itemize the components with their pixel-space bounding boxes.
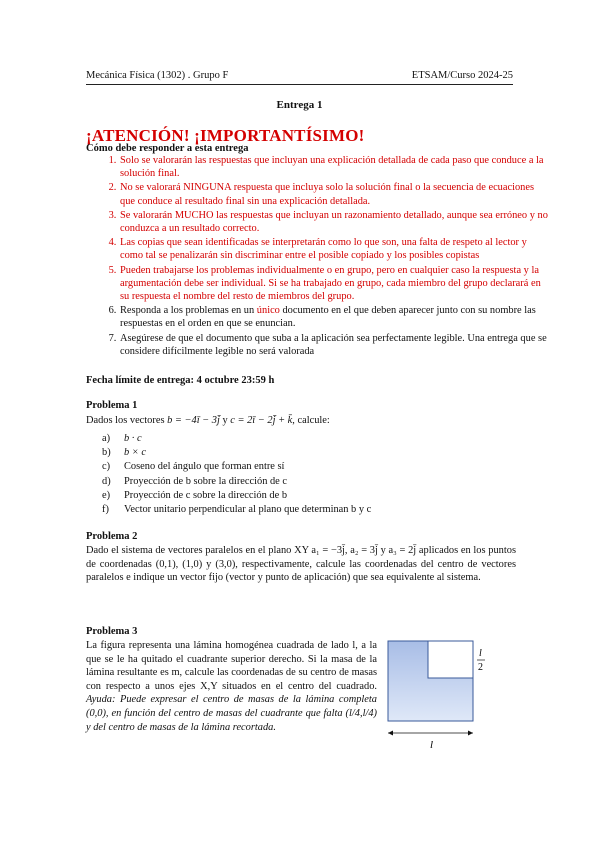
list-item: a) b · c <box>102 433 142 444</box>
header-course: Mecánica Física (1302) . Grupo F <box>86 70 229 81</box>
half-numerator: l <box>479 648 482 659</box>
problem-3-statement: La figura representa una lámina homogénea cuadrada de lado l, a la que se le ha quitado el cuadrante superior derecho. Si la masa de la lámina resultante es m, calcule las coordenadas de su centro de masas con respecto a unos ejes X,Y situados en el centro del cuadrado. Ayuda: Puede expresar el centro de masas de la lámina completa (0,0), en función del centro de masas del cuadrante que falta (l/4,l/4) y del centro de masas de la lámina recortada. <box>86 640 377 733</box>
vector-b: b = −4ī − 3j̄ <box>167 415 220 426</box>
header-school-year: ETSAM/Curso 2024-25 <box>411 70 513 81</box>
rule-item: 6. Responda a los problemas en un único documento en el que deben aparecer junto con su nombre las respuestas en el orden en que se enuncian. <box>119 304 549 330</box>
problem-1-title: Problema 1 <box>86 400 138 411</box>
hint-text: Puede expresar el centro de masas de la lámina completa (0,0), en función del centro de masas del cuadrante que falta (l/4,l/4) y del centro de masas de la lámina recortada. <box>86 694 377 733</box>
lamina-figure <box>378 636 498 766</box>
problem-1-statement: Dados los vectores b = −4ī − 3j̄ y c = 2ī − 2j̄ + k̄, calcule: <box>86 415 330 426</box>
rule-item: 2. No se valorará NINGUNA respuesta que incluya solo la solución final o la secuencia de ecuaciones que conduce al resultado final sin una explicación detallada. <box>119 181 549 207</box>
list-item: e) Proyección de c sobre la dirección de b <box>102 489 288 501</box>
rule-item: 7. Asegúrese de que el documento que suba a la aplicación sea perfectamente legible. Una entrega que se considere difícilmente legible no será valorada <box>119 332 549 358</box>
page-header <box>86 70 513 81</box>
rules-list <box>86 154 549 359</box>
attention-heading: ¡ATENCIÓN! ¡IMPORTANTÍSIMO! <box>86 126 365 145</box>
list-item: c) Coseno del ángulo que forman entre sí <box>102 461 285 473</box>
width-label: l <box>430 739 434 751</box>
half-denominator: 2 <box>478 662 483 673</box>
rule-highlight: único <box>256 305 280 317</box>
arrow-right-icon <box>468 731 473 736</box>
document-title: Entrega 1 <box>276 99 323 111</box>
removed-quadrant <box>430 643 471 676</box>
rule-item: 4. Las copias que sean identificadas se interpretarán como lo que son, una falta de respeto al lector y como tal se penalizarán sin discriminar entre el posible copiado y los posibles copistas <box>119 236 549 262</box>
list-item: b) b × c <box>102 447 147 459</box>
problem-2-statement: Dado el sistema de vectores paralelos en el plano XY a₁ = −3j̄, a₂ = 3j̄ y a₃ = 2j̄ aplicados en los puntos de coordenadas (0,1), (1,0) y (3,0), respectivamente, calcule las coordenadas del centro de vectores paralelos e indique un vector fijo (vector y punto de aplicación) que sea equivalente al sistema. <box>86 545 516 584</box>
rule-item: 1. Solo se valorarán las respuestas que incluyan una explicación detallada de cada paso que conduce a la solución final. <box>119 154 549 180</box>
problem-2-title: Problema 2 <box>86 531 138 542</box>
problem-1-items <box>102 432 371 517</box>
vector-c: c = 2ī − 2j̄ + k̄ <box>230 415 293 426</box>
deadline: Fecha límite de entrega: 4 octubre 23:59 h <box>86 375 275 386</box>
problem-3-title: Problema 3 <box>86 626 138 637</box>
header-rule <box>86 84 513 85</box>
hint-label: Ayuda: <box>86 694 116 706</box>
list-item: d) Proyección de b sobre la dirección de c <box>102 475 288 487</box>
rule-item: 3. Se valorarán MUCHO las respuestas que incluyan un razonamiento detallado, aunque sea erróneo y no conduzca a un resultado correcto. <box>119 209 549 235</box>
instructions-heading: Cómo debe responder a esta entrega <box>86 143 249 154</box>
rule-item: 5. Pueden trabajarse los problemas individualmente o en grupo, pero en cualquier caso la respuesta y la argumentación debe ser individual. Si se ha trabajado en grupo, cada miembro del grupo declarará en su respuesta el nombre del resto de miembros del grupo. <box>119 264 549 304</box>
arrow-left-icon <box>388 731 393 736</box>
list-item: f) Vector unitario perpendicular al plano que determinan b y c <box>102 504 372 516</box>
